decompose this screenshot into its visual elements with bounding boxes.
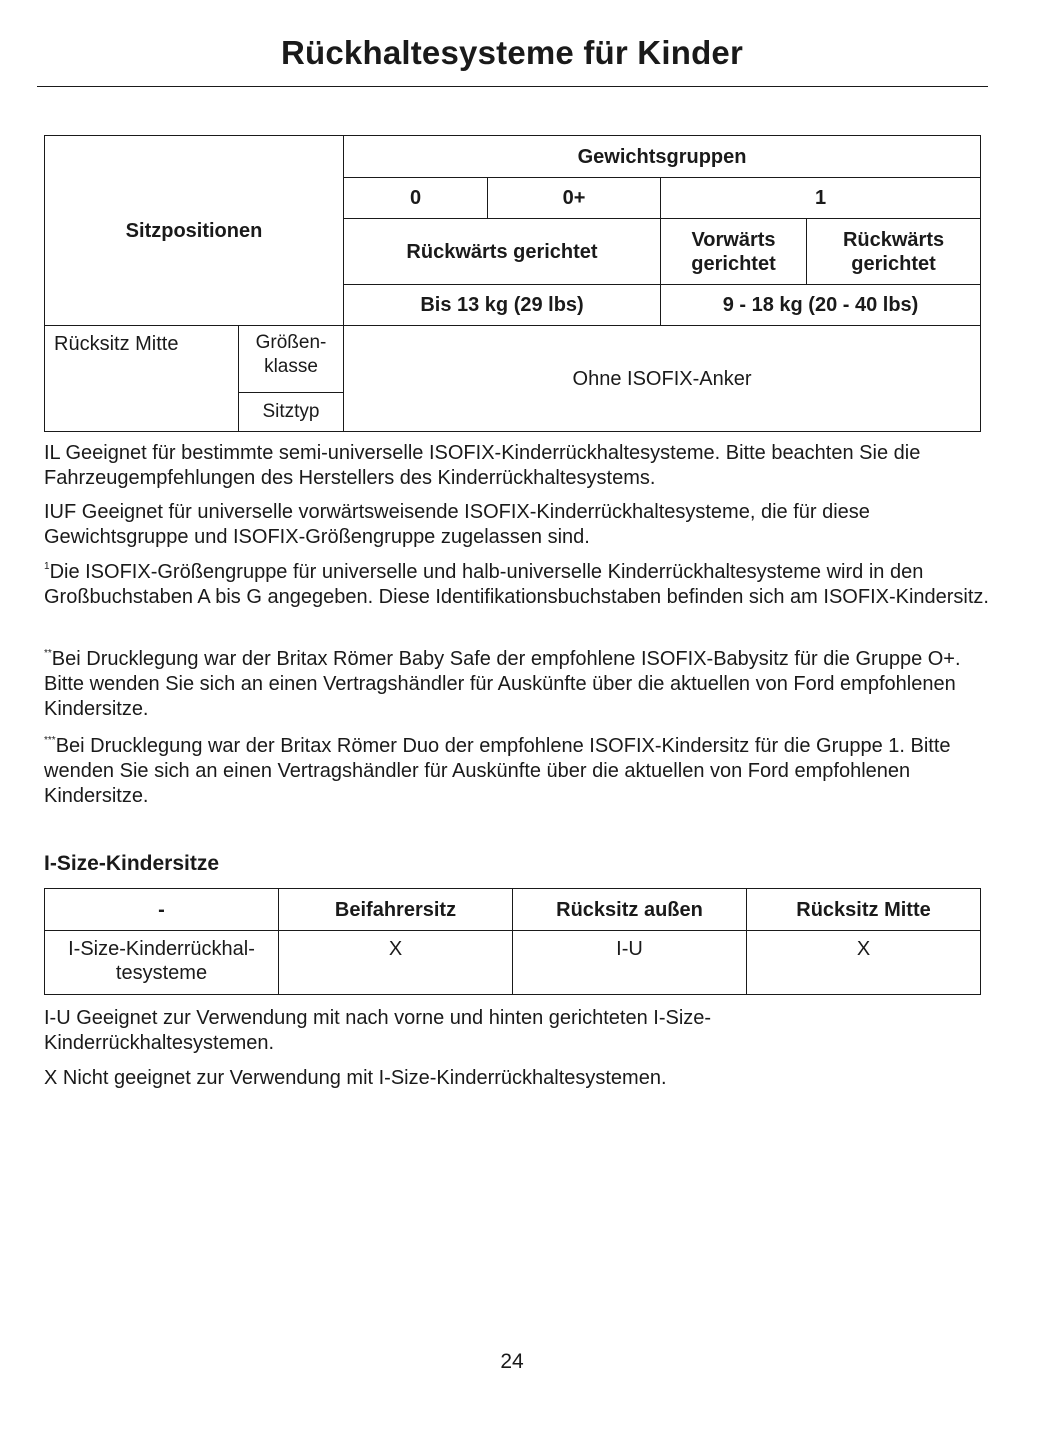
size-class-label: Größen-klasse [239,326,344,393]
footnote-1 [44,560,989,610]
forward-facing-header: Vorwärts gerichtet [661,219,807,285]
note-x: X Nicht geeignet zur Verwendung mit I-Size-Kinderrückhaltesystemen. [44,1067,667,1089]
footnote-3 [44,734,989,809]
rear-facing-header: Rückwärts gerichtet [344,219,661,285]
note-il: IL Geeignet für bestimmte semi-universelle ISOFIX-Kinderrückhaltesysteme. Bitte beachten Sie die Fahrzeugempfehlungen des Herstellers des Kinderrückhaltesystems. [44,442,921,489]
isize-header-rear-middle: Rücksitz Mitte [747,889,981,931]
note-iuf: IUF Geeignet für universelle vorwärtsweisende ISOFIX-Kinderrückhaltesysteme, die für diese Gewichtsgruppe und ISOFIX-Größengruppe zugelassen sind. [44,501,870,548]
isize-cell-rear-outer: I-U [513,931,747,995]
page-title: Rückhaltesysteme für Kinder [280,34,744,71]
footnote-1-mark: 1 [44,561,50,572]
isize-cell-rear-middle: X [747,931,981,995]
group-0-header: 0 [344,178,488,219]
footnote-2-mark: ** [44,648,52,659]
group-0plus-header: 0+ [488,178,661,219]
footnote-2 [44,647,989,722]
isize-header-passenger: Beifahrersitz [279,889,513,931]
isize-row-label: I-Size-Kinderrückhal-tesysteme [45,931,279,995]
gewichtsgruppen-header: Gewichtsgruppen [344,136,981,178]
weight-range-b: 9 - 18 kg (20 - 40 lbs) [661,285,981,326]
isize-table [44,888,981,995]
rear-facing-header-2: Rückwärts gerichtet [807,219,981,285]
isize-header-rear-outer: Rücksitz außen [513,889,747,931]
isize-cell-passenger: X [279,931,513,995]
weight-range-a: Bis 13 kg (29 lbs) [344,285,661,326]
footnote-1-text: Die ISOFIX-Größengruppe für universelle und halb-universelle Kinderrückhaltesysteme wird in den Großbuchstaben A bis G angegeben. Diese Identifikationsbuchstaben befinden sich am ISOFIX-Kindersitz. [44,561,989,608]
footnote-2-text: Bei Drucklegung war der Britax Römer Baby Safe der empfohlene ISOFIX-Babysitz für die Gruppe O+. Bitte wenden Sie sich an einen Vertragshändler für Auskünfte über die aktuellen von Ford empfohlenen Kindersitze. [44,648,961,720]
isofix-table [44,135,981,432]
footnote-3-mark: *** [44,735,56,746]
isize-header-dash: - [45,889,279,931]
sitzpositionen-header: Sitzpositionen [45,136,344,326]
footnote-3-text: Bei Drucklegung war der Britax Römer Duo der empfohlene ISOFIX-Kindersitz für die Gruppe 1. Bitte wenden Sie sich an einen Vertragshändler für Auskünfte über die aktuellen von Ford empfohlenen Kindersitze. [44,735,951,807]
note-iu: I-U Geeignet zur Verwendung mit nach vorne und hinten gerichteten I-Size-Kinderrückhaltesystemen. [44,1007,712,1054]
isofix-value-cell: Ohne ISOFIX-Anker [344,326,981,432]
seat-position-cell: Rücksitz Mitte [45,326,239,432]
group-1-header: 1 [661,178,981,219]
isize-heading: I-Size-Kindersitze [44,852,220,875]
title-divider [37,86,988,87]
seat-type-label: Sitztyp [239,393,344,432]
page-number: 24 [500,1350,524,1373]
